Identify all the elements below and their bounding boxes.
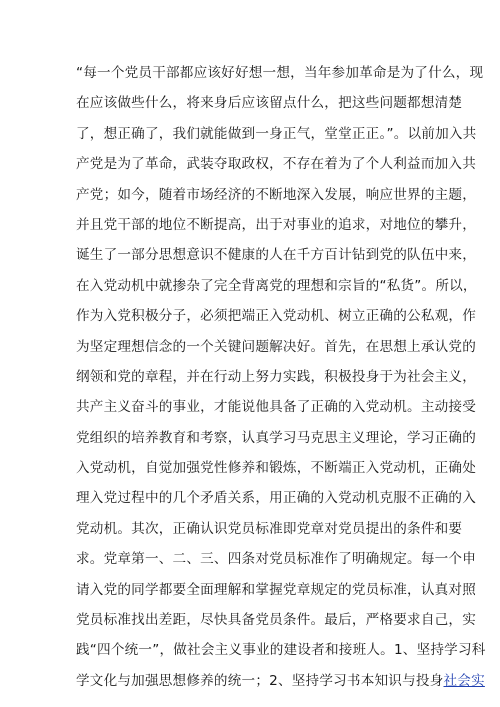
text-line: 共产主义奋斗的事业，才能说他具备了正确的入党动机。主动接受 <box>76 399 477 416</box>
text-line: 党动机。其次，正确认识党员标准即党章对党员提出的条件和要 <box>76 520 463 537</box>
text-line: 践“四个统一”，做社会主义事业的建设者和接班人。1、坚持学习科 <box>76 642 486 659</box>
last-line-text: 学文化与加强思想修养的统一；2、坚持学习书本知识与投身 <box>76 672 444 689</box>
body-text <box>76 58 486 696</box>
text-line: 产党；如今，随着市场经济的不断地深入发展，响应世界的主题， <box>76 186 477 203</box>
text-line: 求。党章第一、二、三、四条对党员标准作了明确规定。每一个申 <box>76 551 477 568</box>
social-practice-link[interactable]: 社会实 <box>443 672 485 689</box>
text-line: 为坚定理想信念的一个关键问题解决好。首先，在思想上承认党的 <box>76 338 477 355</box>
text-line: 党员标准找出差距，尽快具备党员条件。最后，严格要求自己，实 <box>76 612 477 629</box>
text-line: 纲领和党的章程，并在行动上努力实践，积极投身于为社会主义， <box>76 368 477 385</box>
text-line: 入党动机，自觉加强党性修养和锻炼，不断端正入党动机，正确处 <box>76 460 477 477</box>
text-line: 作为入党积极分子，必须把端正入党动机、树立正确的公私观，作 <box>76 308 477 325</box>
text-line: 诞生了一部分思想意识不健康的人在千方百计钻到党的队伍中来， <box>76 247 477 264</box>
text-line: 理入党过程中的几个矛盾关系，用正确的入党动机克服不正确的入 <box>76 490 477 507</box>
text-line: 在入党动机中就掺杂了完全背离党的理想和宗旨的“私货”。所以， <box>76 277 477 294</box>
text-line: 产党是为了革命，武装夺取政权，不存在着为了个人利益而加入共 <box>76 156 477 173</box>
text-line: 请入党的同学都要全面理解和掌握党章规定的党员标准，认真对照 <box>76 581 477 598</box>
text-line: 在应该做些什么，将来身后应该留点什么，把这些问题都想清楚 <box>76 95 463 112</box>
text-line: “每一个党员干部都应该好好想一想，当年参加革命是为了什么，现 <box>76 65 484 81</box>
text-line: 党组织的培养教育和考察，认真学习马克思主义理论，学习正确的 <box>76 429 477 446</box>
text-line: 并且党干部的地位不断提高，出于对事业的追求，对地位的攀升， <box>76 216 477 233</box>
text-line-last <box>76 666 485 696</box>
text-line: 了，想正确了，我们就能做到一身正气，堂堂正正。”。以前加入共 <box>76 125 477 142</box>
